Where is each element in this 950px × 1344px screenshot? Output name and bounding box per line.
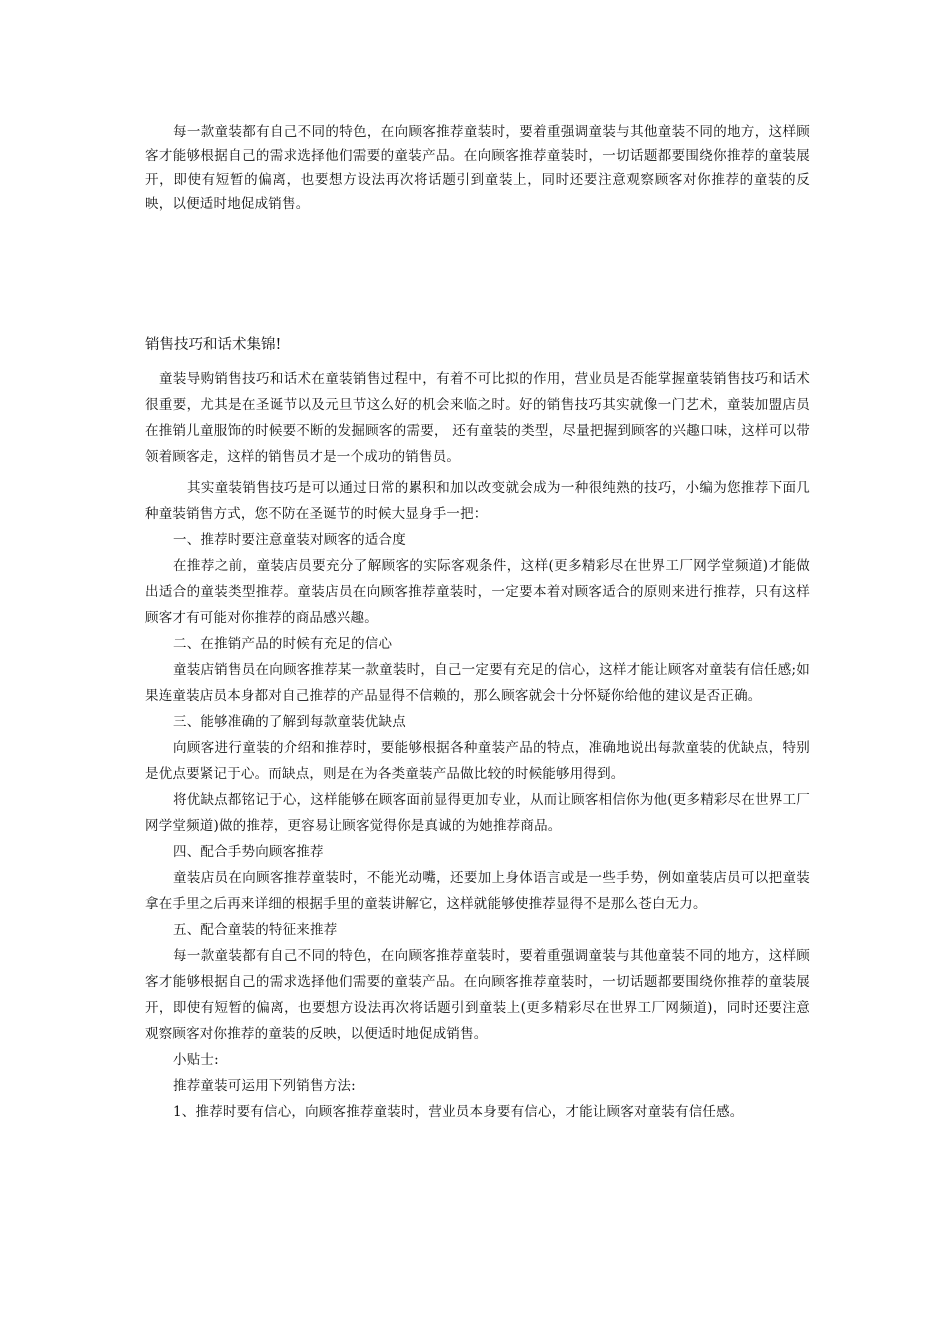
- section-heading-3: 三、能够准确的了解到每款童装优缺点: [173, 714, 406, 730]
- article-title: 销售技巧和话术集锦!: [145, 337, 282, 353]
- paragraph-section-5: 每一款童装都有自己不同的特色，在向顾客推荐童装时，要着重强调童装与其他童装不同的地方，这样顾客才能够根据自己的需求选择他们需要的童装产品。在向顾客推荐童装时，一切话题都要围绕你推荐的童装展开，即使有短暂的偏离，也要想方设法再次将话题引到童装上(更多精彩尽在世界工厂网频道)，同时还要注意观察顾客对你推荐的童装的反映，以便适时地促成销售。: [145, 948, 810, 1042]
- intro-section: [145, 120, 810, 216]
- tips-item-1: 1、推荐时要有信心，向顾客推荐童装时，营业员本身要有信心，才能让顾客对童装有信任感。: [173, 1104, 744, 1120]
- paragraph-section-3a: 向顾客进行童装的介绍和推荐时，要能够根据各种童装产品的特点，准确地说出每款童装的优缺点，特别是优点要紧记于心。而缺点，则是在为各类童装产品做比较的时候能够用得到。: [145, 740, 810, 782]
- intro-paragraph: 每一款童装都有自己不同的特色，在向顾客推荐童装时，要着重强调童装与其他童装不同的地方，这样顾客才能够根据自己的需求选择他们需要的童装产品。在向顾客推荐童装时，一切话题都要围绕你推荐的童装展开，即使有短暂的偏离，也要想方设法再次将话题引到童装上，同时还要注意观察顾客对你推荐的童装的反映，以便适时地促成销售。: [145, 124, 810, 212]
- section-heading-1: 一、推荐时要注意童装对顾客的适合度: [173, 532, 406, 548]
- tips-intro: 推荐童装可运用下列销售方法:: [173, 1078, 356, 1094]
- section-heading-5: 五、配合童装的特征来推荐: [173, 922, 338, 938]
- paragraph-section-1: 在推荐之前，童装店员要充分了解顾客的实际客观条件，这样(更多精彩尽在世界工厂网学堂频道)才能做出适合的童装类型推荐。童装店员在向顾客推荐童装时，一定要本着对顾客适合的原则来进行推荐，只有这样顾客才有可能对你推荐的商品感兴趣。: [145, 558, 810, 626]
- paragraph-section-4: 童装店员在向顾客推荐童装时，不能光动嘴，还要加上身体语言或是一些手势，例如童装店员可以把童装拿在手里之后再来详细的根据手里的童装讲解它，这样就能够使推荐显得不是那么苍白无力。: [145, 870, 810, 912]
- paragraph-intro: 童装导购销售技巧和话术在童装销售过程中，有着不可比拟的作用，营业员是否能掌握童装销售技巧和话术很重要，尤其是在圣诞节以及元旦节这么好的机会来临之时。好的销售技巧其实就像一门艺术，童装加盟店员在推销儿童服饰的时候要不断的发掘顾客的需要， 还有童装的类型，尽量把握到顾客的兴趣口味，这样可以带领着顾客走，这样的销售员才是一个成功的销售员。: [145, 371, 810, 465]
- article-body: [145, 366, 810, 1125]
- paragraph-section-3b: 将优缺点都铭记于心，这样能够在顾客面前显得更加专业，从而让顾客相信你为他(更多精彩尽在世界工厂 网学堂频道)做的推荐，更容易让顾客觉得你是真诚的为她推荐商品。: [145, 792, 810, 834]
- paragraph-lead: 其实童装销售技巧是可以通过日常的累积和加以改变就会成为一种很纯熟的技巧，小编为您推荐下面几种童装销售方式，您不防在圣诞节的时候大显身手一把：: [145, 480, 810, 522]
- section-heading-2: 二、在推销产品的时候有充足的信心: [173, 636, 393, 652]
- tips-heading: 小贴士:: [173, 1052, 219, 1068]
- section-heading-4: 四、配合手势向顾客推荐: [173, 844, 324, 860]
- paragraph-section-2: 童装店销售员在向顾客推荐某一款童装时，自己一定要有充足的信心，这样才能让顾客对童装有信任感;如果连童装店员本身都对自己推荐的产品显得不信赖的，那么顾客就会十分怀疑你给他的建议是否正确。: [145, 662, 810, 704]
